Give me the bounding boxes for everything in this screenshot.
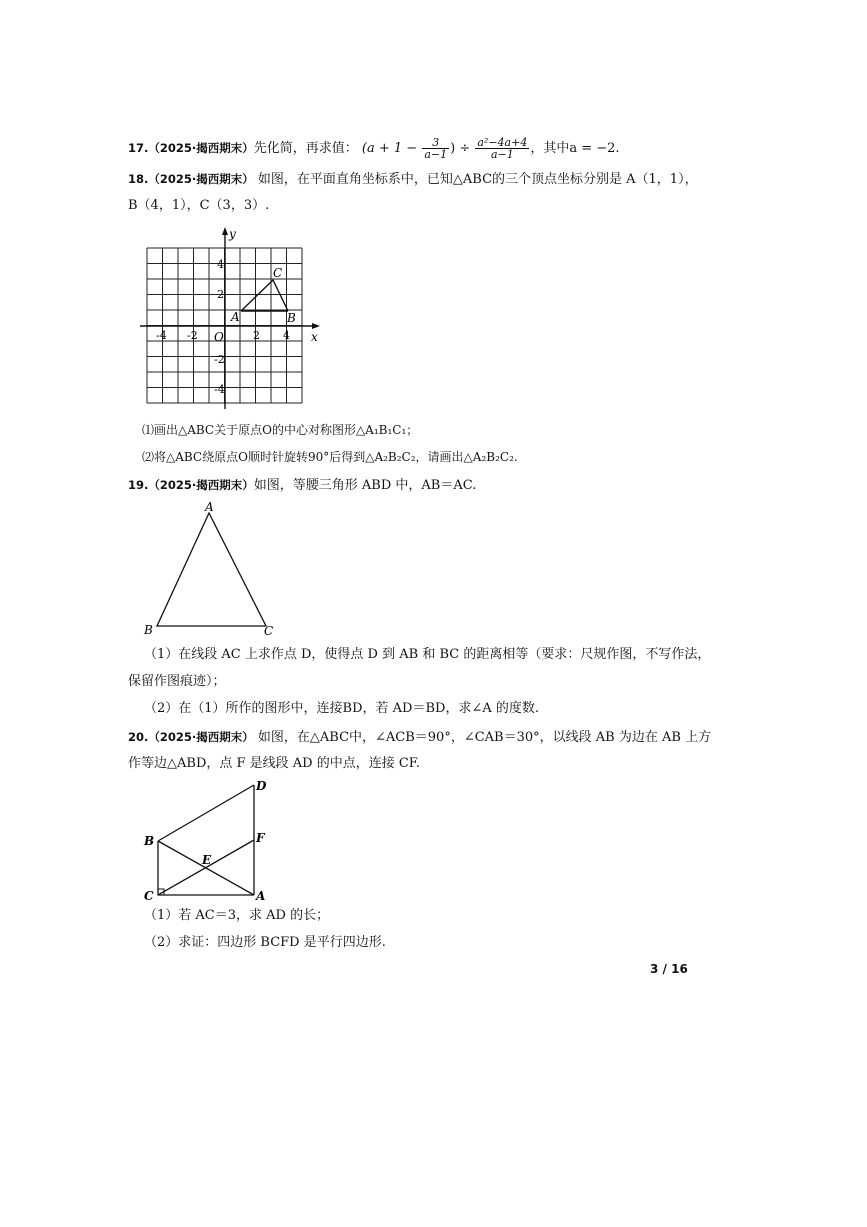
- q19-part-1-line-1: （1）在线段 AC 上求作点 D，使得点 D 到 AB 和 BC 的距离相等（要求：尺规作图，不写作法，: [144, 647, 711, 662]
- vertex-b-label: B: [144, 623, 153, 637]
- x-axis-arrow: [312, 323, 320, 329]
- point-e-label: E: [202, 853, 212, 867]
- point-b-label: B: [144, 834, 155, 848]
- q20-part-1: （1）若 AC＝3，求 AD 的长；: [144, 908, 330, 923]
- question-source: （2025·揭西期末）: [148, 730, 254, 744]
- q20-line-2: 作等边△ABD，点 F 是线段 AD 的中点，连接 CF.: [128, 756, 420, 771]
- question-source: （2025·揭西期末）: [148, 172, 254, 186]
- y-tick-label: -2: [214, 353, 225, 366]
- q19-triangle-figure: [140, 500, 290, 640]
- question-number: 18.: [128, 172, 149, 186]
- q20-text-1: 如图，在△ABC中，∠ACB＝90°，∠CAB＝30°，以线段 AB 为边在 AB 上方: [253, 730, 712, 745]
- point-b-label: B: [287, 311, 296, 325]
- point-a-label: A: [256, 889, 266, 903]
- q18-coordinate-grid: [140, 225, 330, 415]
- point-f-label: F: [256, 831, 265, 845]
- y-tick-label: 2: [217, 288, 224, 301]
- q20-figure: [140, 778, 280, 903]
- x-tick-label: 2: [253, 329, 260, 342]
- y-axis-label: y: [229, 227, 236, 241]
- point-d-label: D: [256, 779, 267, 793]
- triangle-abc: [157, 513, 266, 626]
- q17-expr-a: (a + 1 −: [361, 141, 418, 156]
- triangle-abc: [241, 280, 288, 311]
- page-number: 3 / 16: [650, 962, 688, 976]
- vertex-c-label: C: [264, 624, 274, 638]
- y-tick-label: -4: [214, 383, 225, 396]
- q17-fraction-1: $\frac{3}{a-1}$: [424, 136, 448, 161]
- question-number: 17.: [128, 141, 149, 155]
- q19-part-1-line-2: 保留作图痕迹）；: [128, 674, 226, 689]
- y-axis-arrow: [222, 227, 228, 235]
- y-tick-label: 4: [217, 258, 224, 271]
- x-tick-label: -2: [187, 329, 198, 342]
- point-c-label: C: [144, 889, 154, 903]
- q19-text-1: 如图，等腰三角形 ABD 中，AB＝AC.: [253, 478, 477, 493]
- q18-part-2: ⑵将△ABC绕原点O顺时针旋转90°后得到△A₂B₂C₂，请画出△A₂B₂C₂.: [142, 450, 518, 464]
- q19-part-2: （2）在（1）所作的图形中，连接BD，若 AD＝BD，求∠A 的度数.: [144, 701, 539, 716]
- q17-tail: ，其中a = −2.: [530, 141, 620, 156]
- origin-label: O: [214, 330, 224, 344]
- q17-fraction-2: $\frac{\text{a²−4a+4}}{a-1}$: [477, 136, 528, 161]
- q18-line-2: B（4，1），C（3，3）.: [128, 198, 270, 213]
- question-number: 19.: [128, 478, 149, 492]
- point-c-label: C: [273, 266, 283, 280]
- q20-part-2: （2）求证：四边形 BCFD 是平行四边形.: [144, 935, 386, 950]
- q17-lead: 先化简，再求值：: [253, 141, 358, 156]
- q18-line-1: [128, 170, 698, 189]
- question-number: 20.: [128, 730, 149, 744]
- vertex-a-label: A: [205, 500, 214, 514]
- q18-part-1: ⑴画出△ABC关于原点O的中心对称图形△A₁B₁C₁；: [142, 423, 419, 437]
- q19-line-1: [128, 476, 476, 495]
- x-axis-label: x: [311, 330, 318, 344]
- q18-text-1: 如图，在平面直角坐标系中，已知△ABC的三个顶点坐标分别是 A（1，1），: [253, 172, 698, 187]
- q17-line: [128, 137, 620, 160]
- q20-line-1: [128, 728, 711, 747]
- q17-expr-b: ) ÷: [450, 141, 471, 156]
- point-a-label: A: [231, 310, 240, 324]
- question-source: （2025·揭西期末）: [148, 141, 254, 155]
- x-tick-label: -4: [156, 329, 167, 342]
- question-source: （2025·揭西期末）: [148, 478, 254, 492]
- segment-bd: [158, 785, 254, 841]
- x-tick-label: 4: [283, 329, 290, 342]
